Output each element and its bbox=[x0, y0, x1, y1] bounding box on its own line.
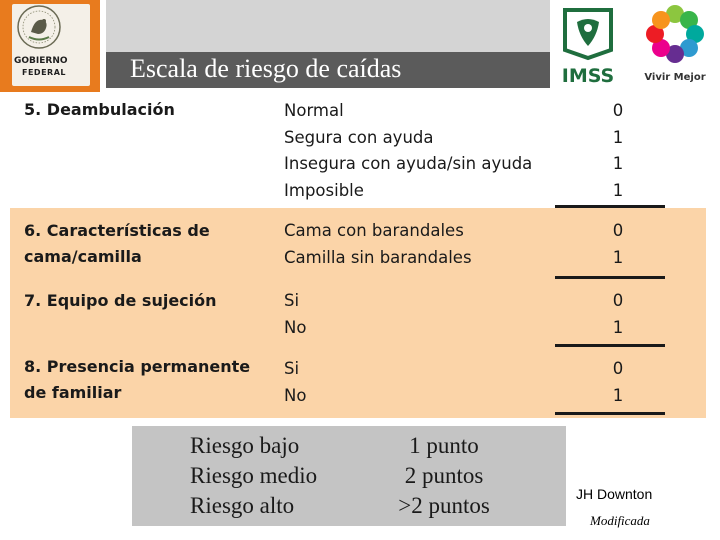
score: 1 bbox=[612, 180, 624, 200]
option: Segura con ayuda bbox=[284, 127, 434, 147]
imss-text: IMSS bbox=[561, 65, 615, 86]
score: 1 bbox=[612, 127, 624, 147]
risk-values bbox=[392, 431, 496, 521]
vivir-mejor-text: Vivir Mejor bbox=[644, 72, 706, 83]
imss-logo bbox=[553, 6, 623, 86]
scores-cama bbox=[600, 218, 636, 271]
score: 0 bbox=[612, 221, 624, 240]
score: 1 bbox=[612, 247, 624, 267]
title-band bbox=[106, 0, 550, 52]
score: 1 bbox=[612, 385, 624, 405]
option: Cama con barandales bbox=[284, 221, 464, 240]
option: Camilla sin barandales bbox=[284, 247, 472, 267]
page-title: Escala de riesgo de caídas bbox=[130, 54, 402, 83]
risk-value: 2 puntos bbox=[404, 463, 484, 488]
author-credit: JH Downton bbox=[576, 486, 653, 502]
risk-value: >2 puntos bbox=[398, 493, 490, 518]
item-label-deambulacion: 5. Deambulación bbox=[24, 100, 175, 119]
score: 0 bbox=[612, 359, 624, 378]
title-underline bbox=[106, 88, 550, 90]
score-separator bbox=[555, 412, 665, 415]
score: 1 bbox=[612, 154, 624, 173]
score-separator bbox=[555, 276, 665, 279]
options-deambulacion bbox=[284, 98, 532, 204]
options-cama bbox=[284, 218, 472, 271]
risk-label: Riesgo bajo bbox=[190, 433, 300, 458]
score: 1 bbox=[612, 317, 624, 337]
risk-labels bbox=[190, 431, 317, 521]
score-separator bbox=[555, 205, 665, 208]
scores-familiar bbox=[600, 356, 636, 409]
score-separator bbox=[555, 344, 665, 347]
options-sujecion bbox=[284, 288, 306, 341]
option: Imposible bbox=[284, 180, 364, 200]
risk-value: 1 punto bbox=[409, 433, 479, 458]
item-label-familiar: 8. Presencia permanente de familiar bbox=[24, 357, 251, 402]
option: Si bbox=[284, 291, 300, 310]
option: No bbox=[284, 317, 307, 337]
gobierno-federal-logo bbox=[0, 0, 100, 92]
option: Si bbox=[284, 359, 300, 378]
option: Normal bbox=[284, 101, 344, 120]
option: Insegura con ayuda/sin ayuda bbox=[284, 154, 533, 173]
vivir-mejor-logo bbox=[632, 2, 718, 88]
scores-sujecion bbox=[600, 288, 636, 341]
item-label-cama: 6. Características de cama/camilla bbox=[24, 221, 210, 266]
federal-word: FEDERAL bbox=[22, 68, 66, 77]
score: 0 bbox=[612, 291, 624, 310]
score: 0 bbox=[612, 101, 624, 120]
item-label-sujecion: 7. Equipo de sujeción bbox=[24, 291, 217, 310]
scores-deambulacion bbox=[600, 98, 636, 204]
credit-note: Modificada bbox=[590, 513, 650, 528]
gobierno-word: GOBIERNO bbox=[14, 56, 68, 66]
mexican-seal-icon bbox=[16, 4, 62, 50]
risk-label: Riesgo alto bbox=[190, 493, 295, 518]
risk-label: Riesgo medio bbox=[190, 463, 318, 488]
option: No bbox=[284, 385, 307, 405]
options-familiar bbox=[284, 356, 306, 409]
